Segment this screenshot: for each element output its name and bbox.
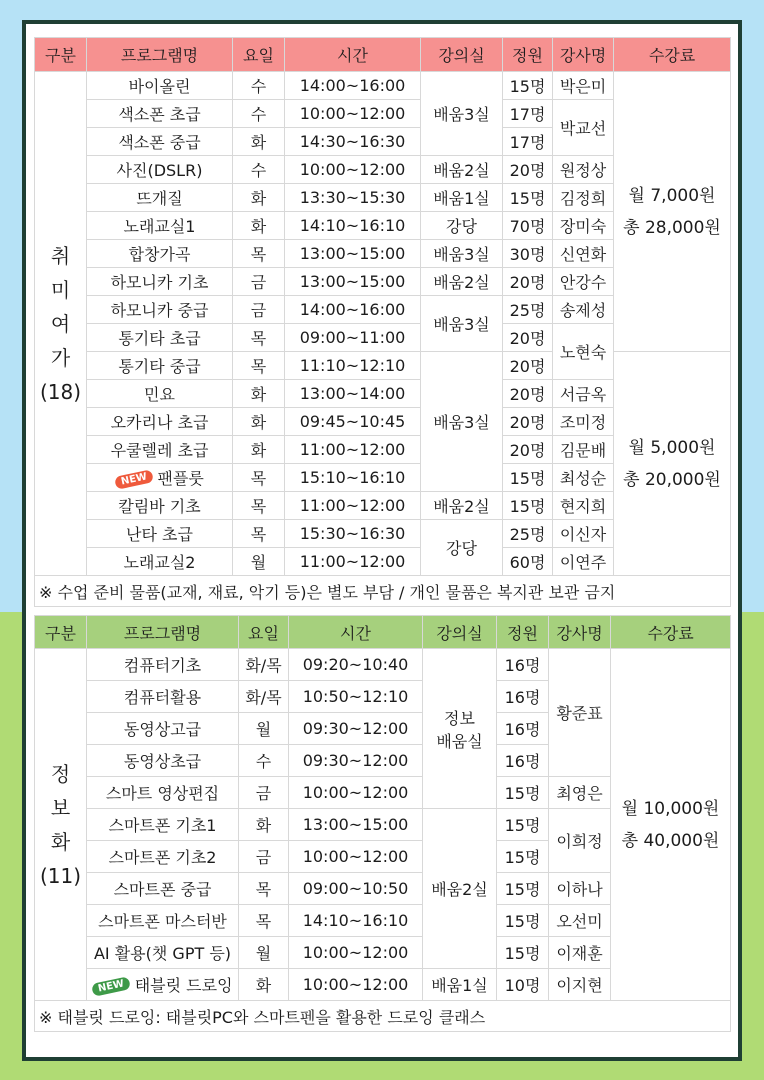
room: 배움1실 bbox=[421, 184, 503, 212]
day: 목 bbox=[233, 324, 285, 352]
header-capacity: 정원 bbox=[497, 616, 549, 649]
fee-cell bbox=[614, 352, 731, 576]
category-cell bbox=[35, 649, 87, 1001]
day: 금 bbox=[233, 296, 285, 324]
capacity: 15명 bbox=[497, 937, 549, 969]
capacity: 15명 bbox=[503, 464, 553, 492]
day: 목 bbox=[239, 905, 289, 937]
program-name: 하모니카 기초 bbox=[87, 268, 233, 296]
new-badge: NEW bbox=[92, 976, 132, 997]
time: 13:00~15:00 bbox=[289, 809, 423, 841]
capacity: 25명 bbox=[503, 520, 553, 548]
program-name: 노래교실1 bbox=[87, 212, 233, 240]
time: 09:30~12:00 bbox=[289, 745, 423, 777]
room bbox=[423, 649, 497, 809]
hobby-table bbox=[34, 37, 731, 607]
program-name: 사진(DSLR) bbox=[87, 156, 233, 184]
time: 13:00~15:00 bbox=[285, 240, 421, 268]
day: 월 bbox=[233, 548, 285, 576]
program-name bbox=[87, 464, 233, 492]
time: 10:00~12:00 bbox=[289, 937, 423, 969]
capacity: 30명 bbox=[503, 240, 553, 268]
program-name: 컴퓨터기초 bbox=[87, 649, 239, 681]
program-name: 스마트 영상편집 bbox=[87, 777, 239, 809]
time: 15:30~16:30 bbox=[285, 520, 421, 548]
category-char: 여 bbox=[50, 311, 71, 336]
program-name: 통기타 초급 bbox=[87, 324, 233, 352]
header-fee: 수강료 bbox=[614, 38, 731, 72]
fee-total: 총 40,000원 bbox=[621, 830, 720, 851]
header-time: 시간 bbox=[285, 38, 421, 72]
table-row bbox=[35, 352, 731, 380]
capacity: 20명 bbox=[503, 268, 553, 296]
capacity: 16명 bbox=[497, 681, 549, 713]
program-name: 뜨개질 bbox=[87, 184, 233, 212]
room: 배움3실 bbox=[421, 352, 503, 492]
capacity: 15명 bbox=[503, 184, 553, 212]
day: 화 bbox=[233, 436, 285, 464]
time: 10:00~12:00 bbox=[289, 777, 423, 809]
teacher: 이신자 bbox=[553, 520, 614, 548]
info-note: ※ 태블릿 드로잉: 태블릿PC와 스마트펜을 활용한 드로잉 클래스 bbox=[35, 1001, 731, 1032]
teacher: 이연주 bbox=[553, 548, 614, 576]
header-fee: 수강료 bbox=[611, 616, 731, 649]
program-name: 합창가곡 bbox=[87, 240, 233, 268]
teacher: 최영은 bbox=[549, 777, 611, 809]
fee-total: 총 28,000원 bbox=[623, 217, 721, 238]
fee-monthly: 월 5,000원 bbox=[628, 437, 716, 458]
room: 강당 bbox=[421, 520, 503, 576]
header-day: 요일 bbox=[233, 38, 285, 72]
time: 14:30~16:30 bbox=[285, 128, 421, 156]
day: 월 bbox=[239, 937, 289, 969]
day: 화/목 bbox=[239, 681, 289, 713]
capacity: 20명 bbox=[503, 352, 553, 380]
room: 배움2실 bbox=[421, 492, 503, 520]
program-name: 우쿨렐레 초급 bbox=[87, 436, 233, 464]
category-count: (18) bbox=[39, 379, 82, 404]
time: 10:50~12:10 bbox=[289, 681, 423, 713]
time: 11:00~12:00 bbox=[285, 436, 421, 464]
day: 화 bbox=[233, 184, 285, 212]
day: 화 bbox=[239, 809, 289, 841]
info-header-row bbox=[35, 616, 731, 649]
day: 목 bbox=[233, 464, 285, 492]
hobby-header-row bbox=[35, 38, 731, 72]
category-char: 보 bbox=[50, 795, 71, 820]
capacity: 15명 bbox=[497, 777, 549, 809]
program-name: AI 활용(챗 GPT 등) bbox=[87, 937, 239, 969]
day: 수 bbox=[233, 100, 285, 128]
room: 배움3실 bbox=[421, 240, 503, 268]
header-category: 구분 bbox=[35, 38, 87, 72]
program-label: 팬플룻 bbox=[157, 469, 204, 488]
room: 배움3실 bbox=[421, 296, 503, 352]
capacity: 20명 bbox=[503, 156, 553, 184]
day: 화 bbox=[233, 380, 285, 408]
fee-monthly: 월 10,000원 bbox=[621, 798, 720, 819]
time: 13:00~15:00 bbox=[285, 268, 421, 296]
room: 배움2실 bbox=[423, 809, 497, 969]
header-room: 강의실 bbox=[423, 616, 497, 649]
program-name: 오카리나 초급 bbox=[87, 408, 233, 436]
note-row bbox=[35, 576, 731, 607]
program-name: 스마트폰 기초2 bbox=[87, 841, 239, 873]
header-teacher: 강사명 bbox=[549, 616, 611, 649]
day: 목 bbox=[233, 352, 285, 380]
teacher: 최성순 bbox=[553, 464, 614, 492]
teacher: 황준표 bbox=[549, 649, 611, 777]
fee-total: 총 20,000원 bbox=[623, 469, 721, 490]
time: 14:10~16:10 bbox=[285, 212, 421, 240]
time: 09:45~10:45 bbox=[285, 408, 421, 436]
day: 금 bbox=[239, 777, 289, 809]
day: 금 bbox=[239, 841, 289, 873]
header-capacity: 정원 bbox=[503, 38, 553, 72]
hobby-note: ※ 수업 준비 물품(교재, 재료, 악기 등)은 별도 부담 / 개인 물품은 복지관 보관 금지 bbox=[35, 576, 731, 607]
day: 월 bbox=[239, 713, 289, 745]
header-time: 시간 bbox=[289, 616, 423, 649]
time: 10:00~12:00 bbox=[289, 841, 423, 873]
room-line: 배움실 bbox=[436, 731, 483, 751]
teacher: 이재훈 bbox=[549, 937, 611, 969]
day: 목 bbox=[233, 240, 285, 268]
day: 화/목 bbox=[239, 649, 289, 681]
header-program: 프로그램명 bbox=[87, 616, 239, 649]
program-name: 바이올린 bbox=[87, 72, 233, 100]
fee-cell bbox=[614, 72, 731, 352]
teacher: 원정상 bbox=[553, 156, 614, 184]
time: 09:20~10:40 bbox=[289, 649, 423, 681]
program-name: 하모니카 중급 bbox=[87, 296, 233, 324]
day: 목 bbox=[233, 520, 285, 548]
capacity: 20명 bbox=[503, 436, 553, 464]
table-row bbox=[35, 649, 731, 681]
capacity: 10명 bbox=[497, 969, 549, 1001]
category-count: (11) bbox=[39, 863, 82, 888]
teacher: 김문배 bbox=[553, 436, 614, 464]
capacity: 15명 bbox=[497, 841, 549, 873]
capacity: 70명 bbox=[503, 212, 553, 240]
capacity: 20명 bbox=[503, 324, 553, 352]
capacity: 16명 bbox=[497, 649, 549, 681]
teacher: 조미정 bbox=[553, 408, 614, 436]
program-name: 스마트폰 중급 bbox=[87, 873, 239, 905]
program-label: 태블릿 드로잉 bbox=[134, 976, 233, 995]
teacher: 현지희 bbox=[553, 492, 614, 520]
teacher: 박교선 bbox=[553, 100, 614, 156]
category-char: 취 bbox=[50, 243, 71, 268]
time: 11:00~12:00 bbox=[285, 492, 421, 520]
category-char: 미 bbox=[50, 277, 71, 302]
program-name: 민요 bbox=[87, 380, 233, 408]
room: 배움3실 bbox=[421, 72, 503, 156]
capacity: 15명 bbox=[497, 905, 549, 937]
time: 09:30~12:00 bbox=[289, 713, 423, 745]
day: 수 bbox=[233, 72, 285, 100]
day: 화 bbox=[233, 128, 285, 156]
program-name: 난타 초급 bbox=[87, 520, 233, 548]
time: 15:10~16:10 bbox=[285, 464, 421, 492]
header-day: 요일 bbox=[239, 616, 289, 649]
capacity: 60명 bbox=[503, 548, 553, 576]
fee-monthly: 월 7,000원 bbox=[628, 185, 716, 206]
time: 13:00~14:00 bbox=[285, 380, 421, 408]
program-name: 색소폰 중급 bbox=[87, 128, 233, 156]
capacity: 25명 bbox=[503, 296, 553, 324]
header-room: 강의실 bbox=[421, 38, 503, 72]
category-char: 가 bbox=[50, 345, 71, 370]
room: 강당 bbox=[421, 212, 503, 240]
day: 수 bbox=[239, 745, 289, 777]
program-name: 컴퓨터활용 bbox=[87, 681, 239, 713]
capacity: 20명 bbox=[503, 380, 553, 408]
capacity: 15명 bbox=[497, 809, 549, 841]
day: 금 bbox=[233, 268, 285, 296]
time: 09:00~10:50 bbox=[289, 873, 423, 905]
room-line: 정보 bbox=[444, 708, 475, 728]
program-name: 스마트폰 마스터반 bbox=[87, 905, 239, 937]
room: 배움2실 bbox=[421, 156, 503, 184]
time: 10:00~12:00 bbox=[289, 969, 423, 1001]
program-name: 동영상고급 bbox=[87, 713, 239, 745]
program-name bbox=[87, 969, 239, 1001]
teacher: 송제성 bbox=[553, 296, 614, 324]
program-name: 스마트폰 기초1 bbox=[87, 809, 239, 841]
teacher: 장미숙 bbox=[553, 212, 614, 240]
room: 배움2실 bbox=[421, 268, 503, 296]
teacher: 이하나 bbox=[549, 873, 611, 905]
teacher: 신연화 bbox=[553, 240, 614, 268]
program-name: 통기타 중급 bbox=[87, 352, 233, 380]
header-teacher: 강사명 bbox=[553, 38, 614, 72]
time: 13:30~15:30 bbox=[285, 184, 421, 212]
room: 배움1실 bbox=[423, 969, 497, 1001]
capacity: 15명 bbox=[503, 72, 553, 100]
capacity: 17명 bbox=[503, 128, 553, 156]
schedule-frame bbox=[22, 20, 742, 1061]
day: 화 bbox=[239, 969, 289, 1001]
category-char: 정 bbox=[50, 761, 71, 786]
capacity: 15명 bbox=[503, 492, 553, 520]
time: 09:00~11:00 bbox=[285, 324, 421, 352]
header-category: 구분 bbox=[35, 616, 87, 649]
info-table bbox=[34, 615, 731, 1032]
teacher: 이희정 bbox=[549, 809, 611, 873]
teacher: 노현숙 bbox=[553, 324, 614, 380]
capacity: 15명 bbox=[497, 873, 549, 905]
day: 화 bbox=[233, 212, 285, 240]
teacher: 오선미 bbox=[549, 905, 611, 937]
header-program: 프로그램명 bbox=[87, 38, 233, 72]
capacity: 16명 bbox=[497, 745, 549, 777]
capacity: 17명 bbox=[503, 100, 553, 128]
capacity: 20명 bbox=[503, 408, 553, 436]
note-row bbox=[35, 1001, 731, 1032]
table-row bbox=[35, 72, 731, 100]
day: 수 bbox=[233, 156, 285, 184]
capacity: 16명 bbox=[497, 713, 549, 745]
teacher: 김정희 bbox=[553, 184, 614, 212]
fee-cell bbox=[611, 649, 731, 1001]
program-name: 노래교실2 bbox=[87, 548, 233, 576]
teacher: 박은미 bbox=[553, 72, 614, 100]
time: 11:10~12:10 bbox=[285, 352, 421, 380]
day: 목 bbox=[239, 873, 289, 905]
time: 14:00~16:00 bbox=[285, 296, 421, 324]
time: 14:00~16:00 bbox=[285, 72, 421, 100]
time: 10:00~12:00 bbox=[285, 156, 421, 184]
teacher: 안강수 bbox=[553, 268, 614, 296]
category-cell bbox=[35, 72, 87, 576]
teacher: 이지현 bbox=[549, 969, 611, 1001]
time: 14:10~16:10 bbox=[289, 905, 423, 937]
program-name: 색소폰 초급 bbox=[87, 100, 233, 128]
day: 목 bbox=[233, 492, 285, 520]
teacher: 서금옥 bbox=[553, 380, 614, 408]
program-name: 칼림바 기초 bbox=[87, 492, 233, 520]
new-badge: NEW bbox=[114, 469, 154, 490]
category-char: 화 bbox=[50, 829, 71, 854]
program-name: 동영상초급 bbox=[87, 745, 239, 777]
time: 10:00~12:00 bbox=[285, 100, 421, 128]
time: 11:00~12:00 bbox=[285, 548, 421, 576]
day: 화 bbox=[233, 408, 285, 436]
